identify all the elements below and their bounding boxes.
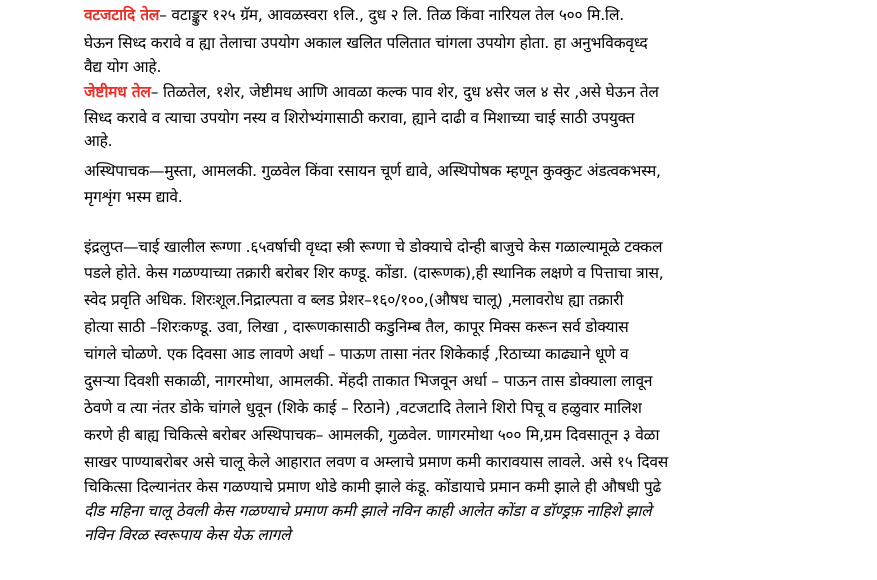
text-line: आहे. [84, 132, 113, 150]
text-line: इंद्रलुप्त—चाई खालील रूग्णा .६५वर्षाची वृध्दा स्त्री रूग्णा चे डोक्याचे दोन्ही बाजुचे केस गळाल्यामूळे टक्कल [84, 238, 663, 256]
text-line: होत्या साठी –शिरःकण्डू. उवा, लिखा , दारूणकासाठी कडुनिम्ब तैल, कापूर मिक्स करून सर्व डोक्यास [84, 318, 629, 336]
text-line: चांगले चोळणे. एक दिवसा आड लावणे अर्धा – पाऊण तासा नंतर शिकेकाई ,रिठाच्या काढ्याने धूणे व [84, 345, 629, 363]
heading-vatjatadi-tel: वटजटादि तेल [84, 6, 160, 24]
text-line-italic: नविन विरळ स्वरूपाय केस येऊ लागले [84, 526, 291, 544]
text-line: सिध्द करावे व त्याचा उपयोग नस्य व शिरोभ्यंगासाठी करावा, ह्याने दाढी व मिशाच्या चाई साठी उपयुक्त [84, 109, 635, 127]
text-line: साखर पाण्याबरोबर असे चालू केले आहारात लवण व अम्लाचे प्रमाण कमी कारावयास लावले. असे १५ दिवस [84, 453, 669, 471]
text-line: चिकित्सा दिल्यानंतर केस गळण्याचे प्रमाण थोडे कामी झाले कंडू. कोंडायाचे प्रमान कमी झाले ही औषधी पुढे [84, 478, 662, 496]
heading-jeshtimadh-tel: जेष्टीमध तेल [84, 83, 151, 101]
text-line: जेष्टीमध तेल– तिळतेल, १शेर, जेष्टीमध आणि आवळा कल्क पाव शेर, दुध ४सेर जल ४ सेर ,असे घेऊन तेल [84, 83, 659, 101]
text-line: पडले होते. केस गळण्याच्या तक्रारी बरोबर शिर कण्डू. कोंडा. (दारूणक),ही स्थानिक लक्षणे व पित्ताचा त्रास, [84, 264, 664, 282]
text-line: अस्थिपाचक—मुस्ता, आमलकी. गुळवेल किंवा रसायन चूर्ण द्यावे, अस्थिपोषक म्हणून कुक्कुट अंडत्वकभस्म, [84, 162, 661, 180]
text-line: घेऊन सिध्द करावे व ह्या तेलाचा उपयोग अकाल खलित पलितात चांगला उपयोग होता. हा अनुभविकवृध्द [84, 34, 648, 52]
text-line: वटजटादि तेल– वटाङ्कुर १२५ ग्रॅम, आवळस्वरा १लि., दुध २ लि. तिळ किंवा नारियल तेल ५०० मि.लि. [84, 6, 624, 24]
text-line-italic: दीड महिना चालू ठेवली केस गळण्याचे प्रमाण कमी झाले नविन काही आलेत कोंडा व डॉण्ड्रफ़ नाहिशे झाले [84, 502, 652, 520]
text-line: दुसऱ्या दिवशी सकाळी, नागरमोथा, आमलकी. मेंहदी ताकात भिजवून अर्धा – पाऊन तास डोक्याला लावून [84, 372, 653, 390]
text-line: ठेवणे व त्या नंतर डोके चांगले धुवून (शिके काई – रिठाने) ,वटजटादि तेलाने शिरो पिचू व हळुवार मालिश [84, 399, 642, 417]
text-line: मृगशृंग भस्म द्यावे. [84, 188, 183, 206]
text-line: स्वेद प्रवृति अधिक. शिरःशूल.निद्राल्पता व ब्लड प्रेशर–१६०/१००,(औषध चालू) ,मलावरोध ह्या तक्रारी [84, 291, 624, 309]
text-line: वैद्य योग आहे. [84, 58, 162, 76]
text-line: करणे ही बाह्य चिकित्से बरोबर अस्थिपाचक– आमलकी, गुळवेल. णागरमोथा ५०० मि,ग्रम दिवसातून ३ वेळा [84, 426, 660, 444]
